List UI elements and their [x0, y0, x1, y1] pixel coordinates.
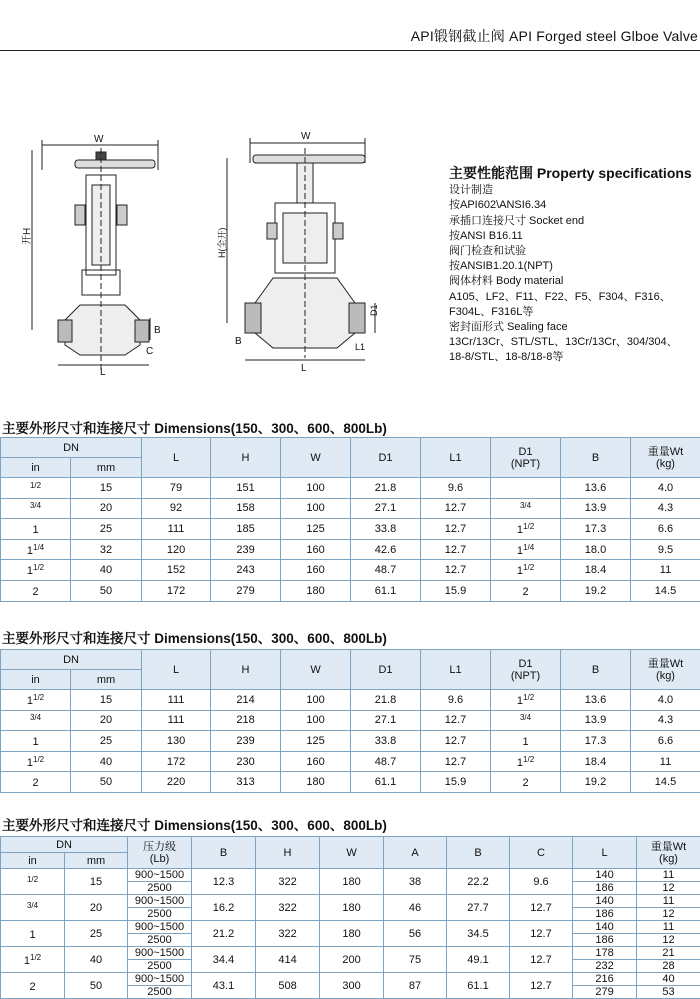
col-header-l: L [573, 837, 637, 869]
cell-b2: 34.5 [447, 921, 510, 947]
cell-weight: 21 28 [637, 947, 700, 973]
cell-b2: 49.1 [447, 947, 510, 973]
col-header-in: in [1, 853, 65, 869]
spec-line: 按API602\ANSI6.34 [449, 199, 547, 212]
cell-c: 12.7 [510, 973, 573, 999]
spec-line: 按ANSI B16.11 [449, 229, 523, 242]
cell-mm: 25 [71, 519, 142, 540]
dim-label-w: W [94, 134, 104, 145]
header-rule [0, 50, 700, 51]
cell-weight: 4.0 [631, 690, 700, 711]
cell-d1-npt: $1^{1/2}$ [491, 519, 561, 540]
cell-b: 21.2 [192, 921, 256, 947]
col-header-mm: mm [65, 853, 128, 869]
cell-l: 172 [142, 580, 211, 601]
cell-d1-npt: 3/4 [491, 710, 561, 731]
spec-line: 13Cr/13Cr、STL/STL、13Cr/13Cr、304/304、 [449, 336, 678, 349]
cell-l1: 9.6 [421, 478, 491, 499]
cell-d1: 48.7 [351, 751, 421, 772]
table-row [1, 921, 700, 947]
cell-in: 3/4 [1, 710, 71, 731]
cell-l: 152 [142, 560, 211, 581]
col-header-in: in [1, 458, 71, 478]
cell-d1-npt: 2 [491, 772, 561, 793]
cell-w: 180 [281, 580, 351, 601]
cell-h: 158 [211, 498, 281, 519]
cell-h: 414 [256, 947, 320, 973]
cell-d1-npt: $1^{1/2}$ [491, 560, 561, 581]
table-row [1, 498, 700, 519]
col-header-pressure: 压力级 (Lb) [128, 837, 192, 869]
spec-line: 阀体材料 Body material [449, 275, 564, 288]
cell-h: 185 [211, 519, 281, 540]
cell-l: 130 [142, 731, 211, 752]
spec-line: 密封面形式 Sealing face [449, 321, 568, 334]
cell-weight: 4.3 [631, 498, 700, 519]
dim-label-l-right: L [301, 363, 307, 373]
cell-weight: 11 [631, 560, 700, 581]
col-header-c: C [510, 837, 573, 869]
cell-b: 13.6 [561, 690, 631, 711]
cell-c: 12.7 [510, 947, 573, 973]
cell-d1-npt: $1^{1/2}$ [491, 751, 561, 772]
spec-line: 按ANSIB1.20.1(NPT) [449, 260, 553, 273]
cell-c: 12.7 [510, 921, 573, 947]
col-header-mm: mm [71, 458, 142, 478]
cell-d1: 48.7 [351, 560, 421, 581]
cell-pressure: 900~1500 2500 [128, 921, 192, 947]
cell-l: 140 186 [573, 921, 637, 947]
table-row [1, 731, 700, 752]
cell-in: 1 [1, 921, 65, 947]
dim-label-h: 开H [22, 227, 33, 245]
cell-mm: 20 [71, 498, 142, 519]
cell-l: 111 [142, 690, 211, 711]
cell-weight: 40 53 [637, 973, 700, 999]
cell-b: 34.4 [192, 947, 256, 973]
cell-l: 120 [142, 539, 211, 560]
dim-label-c: C [146, 346, 154, 357]
dimensions-table-2 [0, 649, 700, 793]
col-header-b2: B [447, 837, 510, 869]
cell-l1: 12.7 [421, 498, 491, 519]
table-row [1, 751, 700, 772]
cell-in: $1^{1/4}$ [1, 539, 71, 560]
cell-d1-npt: 2 [491, 580, 561, 601]
cell-in: 3/4 [1, 498, 71, 519]
cell-d1: 21.8 [351, 690, 421, 711]
cell-d1-npt [491, 478, 561, 499]
dim-label-b-right: B [235, 336, 242, 347]
cell-l: 111 [142, 519, 211, 540]
cell-mm: 50 [65, 973, 128, 999]
valve-drawing-right [215, 128, 390, 373]
spec-line: 18-8/STL、18-8/18-8等 [449, 351, 564, 364]
cell-mm: 40 [65, 947, 128, 973]
col-header-b: B [561, 650, 631, 690]
cell-d1-npt: 3/4 [491, 498, 561, 519]
cell-pressure: 900~1500 2500 [128, 895, 192, 921]
cell-mm: 25 [65, 921, 128, 947]
col-header-d1: D1 [351, 650, 421, 690]
cell-d1: 33.8 [351, 731, 421, 752]
table-row [1, 519, 700, 540]
cell-w: 125 [281, 519, 351, 540]
table-row [1, 947, 700, 973]
cell-mm: 20 [65, 895, 128, 921]
cell-weight: 14.5 [631, 580, 700, 601]
cell-d1: 33.8 [351, 519, 421, 540]
cell-l1: 9.6 [421, 690, 491, 711]
cell-d1-npt: $1^{1/4}$ [491, 539, 561, 560]
cell-w: 125 [281, 731, 351, 752]
cell-c: 9.6 [510, 869, 573, 895]
cell-d1-npt: $1^{1/2}$ [491, 690, 561, 711]
cell-d1: 27.1 [351, 498, 421, 519]
cell-d1: 27.1 [351, 710, 421, 731]
cell-a: 75 [384, 947, 447, 973]
cell-h: 239 [211, 731, 281, 752]
cell-b2: 27.7 [447, 895, 510, 921]
cell-l1: 15.9 [421, 580, 491, 601]
cell-b: 18.4 [561, 751, 631, 772]
dimensions-table-1 [0, 437, 700, 602]
cell-a: 87 [384, 973, 447, 999]
cell-mm: 20 [71, 710, 142, 731]
dim-label-l: L [100, 367, 106, 378]
cell-h: 322 [256, 869, 320, 895]
cell-l1: 12.7 [421, 560, 491, 581]
cell-b2: 61.1 [447, 973, 510, 999]
cell-l1: 12.7 [421, 710, 491, 731]
cell-mm: 50 [71, 580, 142, 601]
cell-l: 220 [142, 772, 211, 793]
cell-h: 230 [211, 751, 281, 772]
col-header-l: L [142, 438, 211, 478]
cell-h: 322 [256, 921, 320, 947]
cell-b: 19.2 [561, 580, 631, 601]
cell-l1: 12.7 [421, 731, 491, 752]
col-header-dn: DN [1, 837, 128, 853]
cell-w: 160 [281, 539, 351, 560]
valve-drawing-left [20, 130, 200, 380]
cell-w: 100 [281, 478, 351, 499]
cell-weight: 11 12 [637, 895, 700, 921]
cell-l1: 12.7 [421, 519, 491, 540]
cell-in: 1 [1, 519, 71, 540]
table-row [1, 772, 700, 793]
cell-mm: 15 [71, 478, 142, 499]
dim-label-l1: L1 [355, 342, 366, 352]
cell-w: 100 [281, 498, 351, 519]
spec-line: F304L、F316L等 [449, 305, 534, 318]
cell-weight: 11 12 [637, 869, 700, 895]
property-specifications [449, 166, 699, 366]
cell-a: 38 [384, 869, 447, 895]
cell-pressure: 900~1500 2500 [128, 973, 192, 999]
col-header-in: in [1, 670, 71, 690]
cell-d1: 21.8 [351, 478, 421, 499]
col-header-w: W [320, 837, 384, 869]
table-row [1, 478, 700, 499]
col-header-dn: DN [1, 650, 142, 670]
cell-weight: 6.6 [631, 519, 700, 540]
col-header-h: H [211, 650, 281, 690]
col-header-d1-npt: D1 (NPT) [491, 438, 561, 478]
cell-in: 1/2 [1, 478, 71, 499]
cell-b: 17.3 [561, 519, 631, 540]
section-title-2: 主要外形尺寸和连接尺寸 Dimensions(150、300、600、800Lb) [2, 631, 387, 646]
cell-c: 12.7 [510, 895, 573, 921]
cell-h: 279 [211, 580, 281, 601]
cell-l: 172 [142, 751, 211, 772]
cell-l: 111 [142, 710, 211, 731]
cell-w: 200 [320, 947, 384, 973]
cell-h: 218 [211, 710, 281, 731]
cell-h: 151 [211, 478, 281, 499]
cell-w: 160 [281, 751, 351, 772]
cell-w: 180 [320, 895, 384, 921]
cell-weight: 11 12 [637, 921, 700, 947]
cell-b: 17.3 [561, 731, 631, 752]
spec-line: 承插口连接尺寸 Socket end [449, 214, 585, 227]
dim-label-w-right: W [301, 131, 311, 142]
cell-in: 2 [1, 772, 71, 793]
col-header-l: L [142, 650, 211, 690]
table-row [1, 973, 700, 999]
col-header-weight: 重量Wt (kg) [631, 650, 700, 690]
cell-l: 140 186 [573, 895, 637, 921]
cell-in: $1^{1/2}$ [1, 751, 71, 772]
cell-a: 56 [384, 921, 447, 947]
dim-label-d1: D1 [369, 304, 379, 316]
cell-in: 2 [1, 973, 65, 999]
cell-h: 508 [256, 973, 320, 999]
cell-b: 18.0 [561, 539, 631, 560]
spec-line: 阀门检查和试验 [449, 245, 526, 258]
table-row [1, 869, 700, 895]
col-header-weight: 重量Wt (kg) [637, 837, 700, 869]
cell-weight: 4.0 [631, 478, 700, 499]
cell-w: 300 [320, 973, 384, 999]
cell-w: 100 [281, 690, 351, 711]
cell-pressure: 900~1500 2500 [128, 947, 192, 973]
cell-mm: 40 [71, 560, 142, 581]
cell-l1: 12.7 [421, 539, 491, 560]
col-header-dn: DN [1, 438, 142, 458]
cell-d1: 61.1 [351, 772, 421, 793]
col-header-mm: mm [71, 670, 142, 690]
cell-mm: 15 [65, 869, 128, 895]
cell-mm: 40 [71, 751, 142, 772]
cell-in: 1/2 [1, 869, 65, 895]
page-title: API锻钢截止阀 API Forged steel Glboe Valve [410, 28, 698, 44]
section-title-3: 主要外形尺寸和连接尺寸 Dimensions(150、300、600、800Lb) [2, 818, 387, 833]
cell-h: 239 [211, 539, 281, 560]
cell-l: 92 [142, 498, 211, 519]
col-header-weight: 重量Wt (kg) [631, 438, 700, 478]
col-header-d1-npt: D1 (NPT) [491, 650, 561, 690]
cell-b: 13.6 [561, 478, 631, 499]
cell-weight: 14.5 [631, 772, 700, 793]
cell-l: 178 232 [573, 947, 637, 973]
cell-mm: 50 [71, 772, 142, 793]
table-row [1, 895, 700, 921]
cell-b: 13.9 [561, 710, 631, 731]
col-header-d1: D1 [351, 438, 421, 478]
col-header-b: B [561, 438, 631, 478]
col-header-l1: L1 [421, 438, 491, 478]
cell-mm: 25 [71, 731, 142, 752]
cell-w: 180 [320, 921, 384, 947]
col-header-a: A [384, 837, 447, 869]
col-header-l1: L1 [421, 650, 491, 690]
cell-h: 214 [211, 690, 281, 711]
cell-b: 19.2 [561, 772, 631, 793]
cell-d1: 42.6 [351, 539, 421, 560]
cell-weight: 11 [631, 751, 700, 772]
cell-weight: 6.6 [631, 731, 700, 752]
col-header-b: B [192, 837, 256, 869]
cell-in: $1^{1/2}$ [1, 560, 71, 581]
cell-b: 12.3 [192, 869, 256, 895]
cell-weight: 4.3 [631, 710, 700, 731]
cell-weight: 9.5 [631, 539, 700, 560]
table-row [1, 690, 700, 711]
cell-l: 216 279 [573, 973, 637, 999]
section-title-1: 主要外形尺寸和连接尺寸 Dimensions(150、300、600、800Lb) [2, 421, 387, 436]
cell-l1: 15.9 [421, 772, 491, 793]
cell-b: 13.9 [561, 498, 631, 519]
table-row [1, 560, 700, 581]
cell-w: 160 [281, 560, 351, 581]
cell-b: 43.1 [192, 973, 256, 999]
cell-mm: 15 [71, 690, 142, 711]
cell-b: 18.4 [561, 560, 631, 581]
spec-title: 主要性能范围 Property specifications [449, 165, 692, 181]
cell-w: 180 [320, 869, 384, 895]
col-header-w: W [281, 650, 351, 690]
col-header-h: H [211, 438, 281, 478]
cell-l: 140 186 [573, 869, 637, 895]
cell-w: 100 [281, 710, 351, 731]
cell-d1-npt: 1 [491, 731, 561, 752]
cell-l: 79 [142, 478, 211, 499]
cell-in: 1 [1, 731, 71, 752]
cell-w: 180 [281, 772, 351, 793]
table-row [1, 710, 700, 731]
spec-line: A105、LF2、F11、F22、F5、F304、F316、 [449, 290, 671, 303]
dimensions-table-3 [0, 836, 700, 999]
cell-l1: 12.7 [421, 751, 491, 772]
col-header-h: H [256, 837, 320, 869]
cell-in: $1^{1/2}$ [1, 690, 71, 711]
cell-d1: 61.1 [351, 580, 421, 601]
cell-pressure: 900~1500 2500 [128, 869, 192, 895]
spec-line: 设计制造 [449, 184, 493, 197]
cell-h: 243 [211, 560, 281, 581]
dim-label-b: B [154, 325, 161, 336]
cell-h: 322 [256, 895, 320, 921]
dim-label-h-right: H(全开) [217, 227, 227, 258]
cell-mm: 32 [71, 539, 142, 560]
cell-in: 3/4 [1, 895, 65, 921]
col-header-w: W [281, 438, 351, 478]
cell-a: 46 [384, 895, 447, 921]
table-row [1, 539, 700, 560]
cell-b: 16.2 [192, 895, 256, 921]
cell-in: 2 [1, 580, 71, 601]
table-row [1, 580, 700, 601]
cell-b2: 22.2 [447, 869, 510, 895]
cell-in: $1^{1/2}$ [1, 947, 65, 973]
cell-h: 313 [211, 772, 281, 793]
